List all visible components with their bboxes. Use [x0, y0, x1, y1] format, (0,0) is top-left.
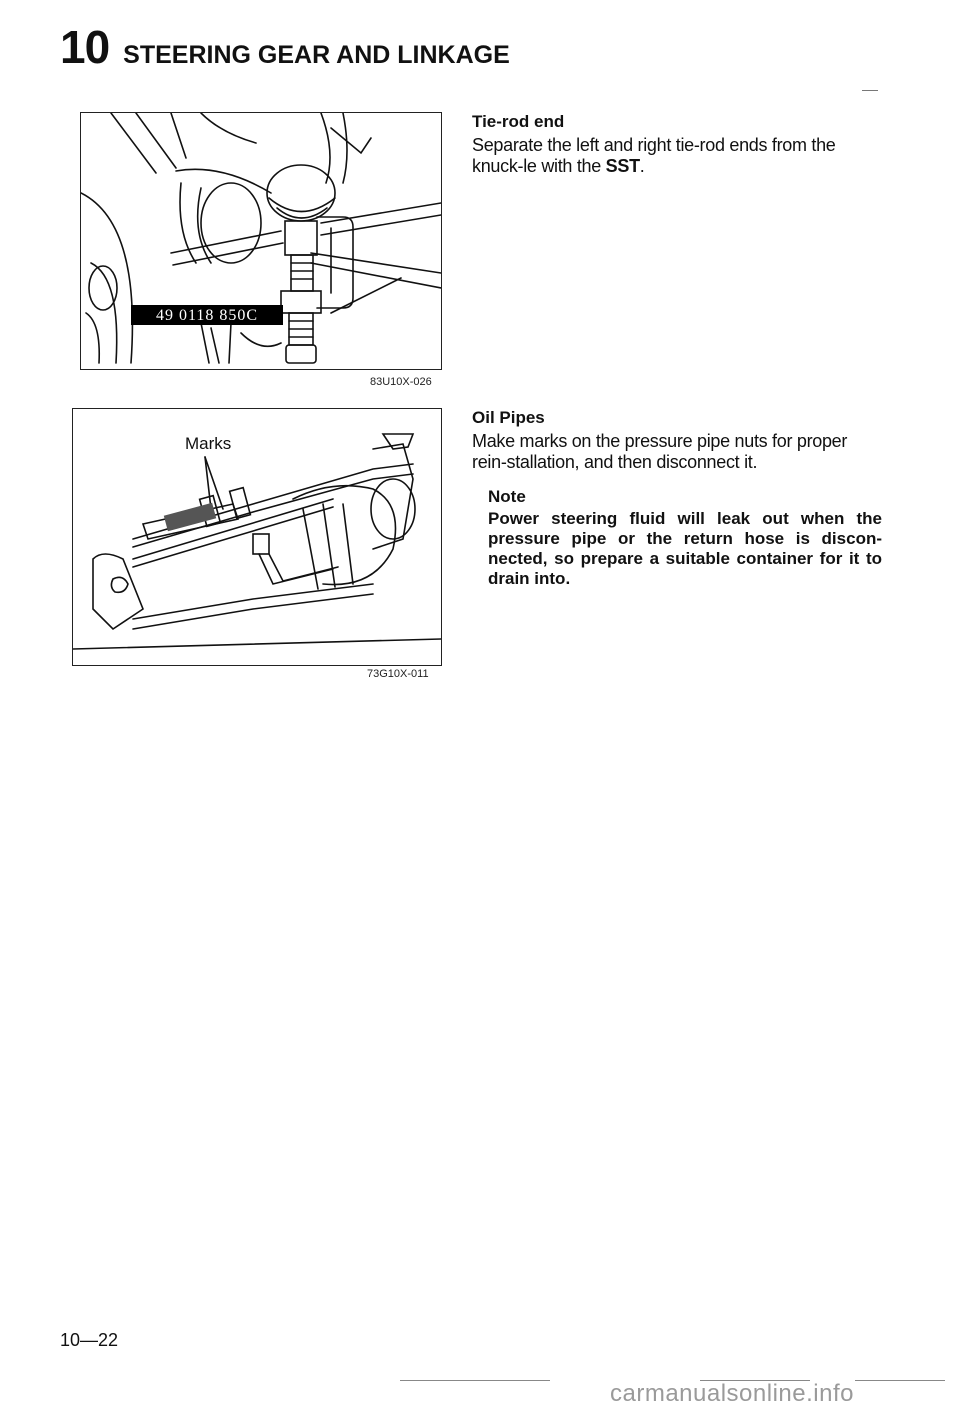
footer-rule: [400, 1380, 550, 1381]
tie-rod-illustration: [81, 113, 441, 369]
section-tie-rod-end: [472, 112, 882, 177]
note-title: Note: [488, 487, 526, 506]
note-block: [488, 487, 882, 589]
chapter-title: STEERING GEAR AND LINKAGE: [123, 41, 510, 69]
sst-term: SST: [605, 156, 640, 176]
note-body: Power steering fluid will leak out when the pressure pipe or the return hose is discon-nected, so prepare a suitable container for it to drain into.: [488, 509, 882, 588]
figure-tie-rod-end: [80, 112, 442, 370]
section-oil-pipes: [472, 408, 882, 589]
watermark-text: carmanualsonline.info: [610, 1380, 854, 1407]
body-text-end: .: [639, 156, 645, 176]
marks-callout: Marks: [185, 434, 232, 453]
footer-rule: [855, 1380, 945, 1381]
oil-pipes-illustration: [73, 409, 441, 665]
page-number: 10—22: [60, 1330, 119, 1350]
chapter-number: 10: [60, 21, 110, 73]
section-body: [472, 135, 882, 177]
sst-label: 49 0118 850C: [155, 307, 259, 324]
section-title: Oil Pipes: [472, 408, 545, 427]
figure-oil-pipes: [72, 408, 442, 666]
figure2-code: 73G10X-011: [367, 668, 429, 680]
section-body: Make marks on the pressure pipe nuts for proper rein-stallation, and then disconnect it.: [472, 431, 848, 472]
figure1-code: 83U10X-026: [370, 376, 432, 388]
chapter-header: [60, 20, 510, 74]
header-dash: [862, 90, 878, 91]
body-text: Separate the left and right tie-rod ends from the knuck-le with the: [472, 135, 836, 176]
section-title: Tie-rod end: [472, 112, 565, 131]
